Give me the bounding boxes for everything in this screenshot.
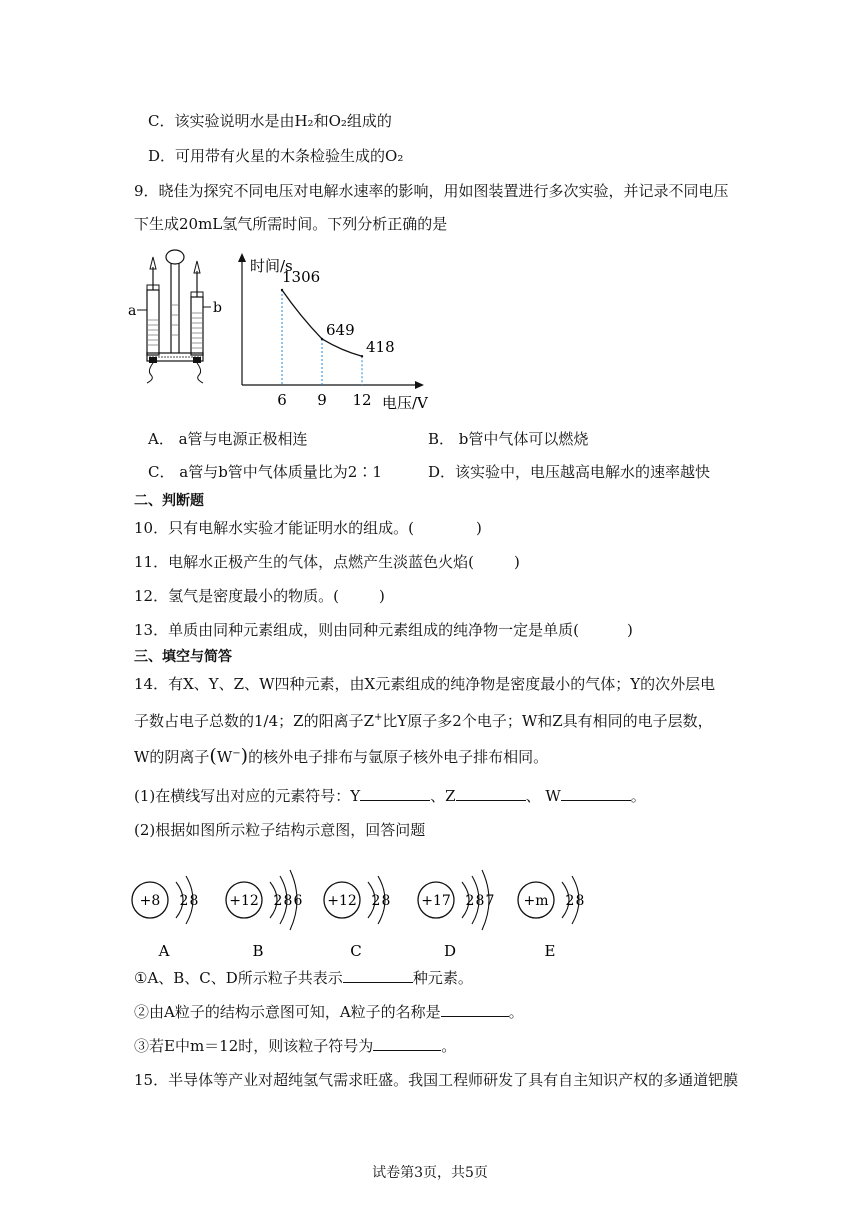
q11-close: ) [513, 553, 520, 571]
tube-b-label: b [213, 300, 222, 316]
particle-letter: C [350, 942, 362, 960]
q10 [134, 518, 482, 538]
blank-y[interactable] [360, 786, 430, 801]
blank-particle-name[interactable] [441, 1002, 509, 1017]
particle-B [226, 870, 303, 960]
shell-electron-count: 2 [179, 893, 189, 909]
q9-option-c: C． a管与b管中气体质量比为2∶1 [148, 463, 382, 481]
q9-stem-line1: 9．晓佳为探究不同电压对电解水速率的影响，用如图装置进行多次实验，并记录不同电压 [134, 182, 729, 200]
particle-E [518, 876, 584, 960]
c3-end: 。 [441, 1037, 457, 1055]
z-ion-charge: + [374, 712, 383, 723]
c1-end: 种元素。 [412, 969, 473, 987]
section-2-title: 二、判断题 [134, 493, 204, 509]
shell-electron-count: 8 [189, 893, 199, 909]
q14-c2 [134, 1002, 524, 1022]
q13-text: 13．单质由同种元素组成，则由同种元素组成的纯净物一定是单质( [134, 621, 579, 639]
q12 [134, 586, 385, 606]
c2-text: ②由A粒子的结构示意图可知，A粒子的名称是 [134, 1003, 441, 1021]
c3-text: ③若E中m＝12时，则该粒子符号为 [134, 1037, 374, 1055]
blank-particle-symbol[interactable] [373, 1036, 441, 1051]
shell-electron-count: 7 [485, 893, 495, 909]
particle-letter: B [252, 942, 264, 960]
q8-option-d: D．可用带有火星的木条检验生成的O₂ [148, 147, 404, 165]
y-axis-label: 时间/s [250, 257, 293, 275]
q13-close: ) [626, 621, 633, 639]
particle-letter: D [443, 942, 457, 960]
shell-electron-count: 2 [465, 893, 475, 909]
particle-letter: E [544, 942, 556, 960]
shell-electron-count: 2 [273, 893, 283, 909]
c1-text: ①A、B、C、D所示粒子共表示 [134, 969, 343, 987]
y-axis-arrow [238, 253, 246, 262]
q14-line3: W的阴离子(W−)的核外电子排布与氩原子核外电子排布相同。 [134, 745, 549, 767]
particle-diagrams [120, 848, 640, 964]
q14-c1 [134, 968, 473, 988]
data-point [361, 355, 363, 357]
q11-text: 11．电解水正极产生的气体，点燃产生淡蓝色火焰( [134, 553, 474, 571]
q15-line1: 15．半导体等产业对超纯氢气需求旺盛。我国工程师研发了具有自主知识产权的多通道钯膜 [134, 1071, 739, 1089]
particle-A [132, 876, 198, 960]
data-label: 418 [366, 338, 395, 357]
particle-C [324, 876, 390, 960]
q14-sub2: (2)根据如图所示粒子结构示意图，回答问题 [134, 821, 426, 839]
data-label: 649 [326, 320, 355, 339]
blank-element-count[interactable] [343, 968, 413, 983]
sub1-end: 。 [630, 787, 646, 805]
shell-electron-count: 8 [475, 893, 485, 909]
section-3-title: 三、填空与简答 [134, 649, 232, 665]
q14-line1: 14．有X、Y、Z、W四种元素，由X元素组成的纯净物是密度最小的气体；Y的次外层电 [134, 675, 716, 693]
q14-line2-b: 比Y原子多2个电子；W和Z具有相同的电子层数， [382, 712, 713, 730]
q9-option-a: A． a管与电源正极相连 [148, 430, 308, 448]
nucleus-charge: +12 [229, 893, 259, 909]
q12-text: 12．氢气是密度最小的物质。( [134, 587, 339, 605]
particle-letter: A [158, 942, 170, 960]
page-footer: 试卷第3页，共5页 [372, 1165, 488, 1181]
q14-sub1 [134, 786, 646, 806]
tube-a-label: a [128, 303, 137, 319]
data-point [321, 338, 323, 340]
particle-D [418, 870, 494, 960]
nucleus-charge: +17 [421, 893, 451, 909]
q13 [134, 620, 633, 640]
q9-option-b: B． b管中气体可以燃烧 [428, 430, 589, 448]
q14-line3-b: 的核外电子排布与氩原子核外电子排布相同。 [248, 748, 549, 766]
voltage-time-chart [230, 250, 440, 410]
shell-electron-count: 8 [381, 893, 391, 909]
x-axis-arrow [415, 381, 424, 389]
x-axis-label: 电压/V [382, 394, 428, 410]
shell-electron-count: 8 [283, 893, 293, 909]
q14-c3 [134, 1036, 456, 1056]
w-ion-charge: − [232, 748, 241, 759]
q10-text: 10．只有电解水实验才能证明水的组成。( [134, 519, 414, 537]
x-tick-label: 6 [277, 391, 287, 409]
sub1-y-label: (1)在横线写出对应的元素符号：Y [134, 787, 361, 805]
shell-electron-count: 2 [565, 893, 575, 909]
nucleus-charge: +12 [327, 893, 357, 909]
sub1-w-label: 、 W [525, 787, 561, 805]
data-label: 1306 [282, 268, 321, 286]
blank-z[interactable] [456, 786, 526, 801]
q12-close: ) [378, 587, 385, 605]
nucleus-charge: +m [523, 893, 549, 909]
c2-end: 。 [508, 1003, 524, 1021]
q11 [134, 552, 520, 572]
q14-line2 [134, 708, 713, 731]
sub1-z-label: 、Z [430, 787, 456, 805]
shell-electron-count: 8 [575, 893, 585, 909]
electrolysis-apparatus [125, 245, 225, 385]
q14-line3-a: W的阴离子 [134, 748, 210, 766]
x-tick-label: 9 [317, 391, 327, 409]
w-ion: W [216, 748, 233, 766]
shell-electron-count: 6 [293, 893, 303, 909]
q8-option-c: C．该实验说明水是由H₂和O₂组成的 [148, 112, 392, 130]
x-tick-label: 12 [352, 391, 372, 409]
data-point [281, 289, 283, 291]
q9-stem-line2: 下生成20mL氢气所需时间。下列分析正确的是 [134, 215, 448, 233]
blank-w[interactable] [561, 786, 631, 801]
q9-option-d: D．该实验中，电压越高电解水的速率越快 [428, 463, 711, 481]
q14-line2-a: 子数占电子总数的1/4；Z的阳离子Z [134, 712, 374, 730]
shell-electron-count: 2 [371, 893, 381, 909]
nucleus-charge: +8 [139, 893, 161, 909]
q10-close: ) [475, 519, 482, 537]
